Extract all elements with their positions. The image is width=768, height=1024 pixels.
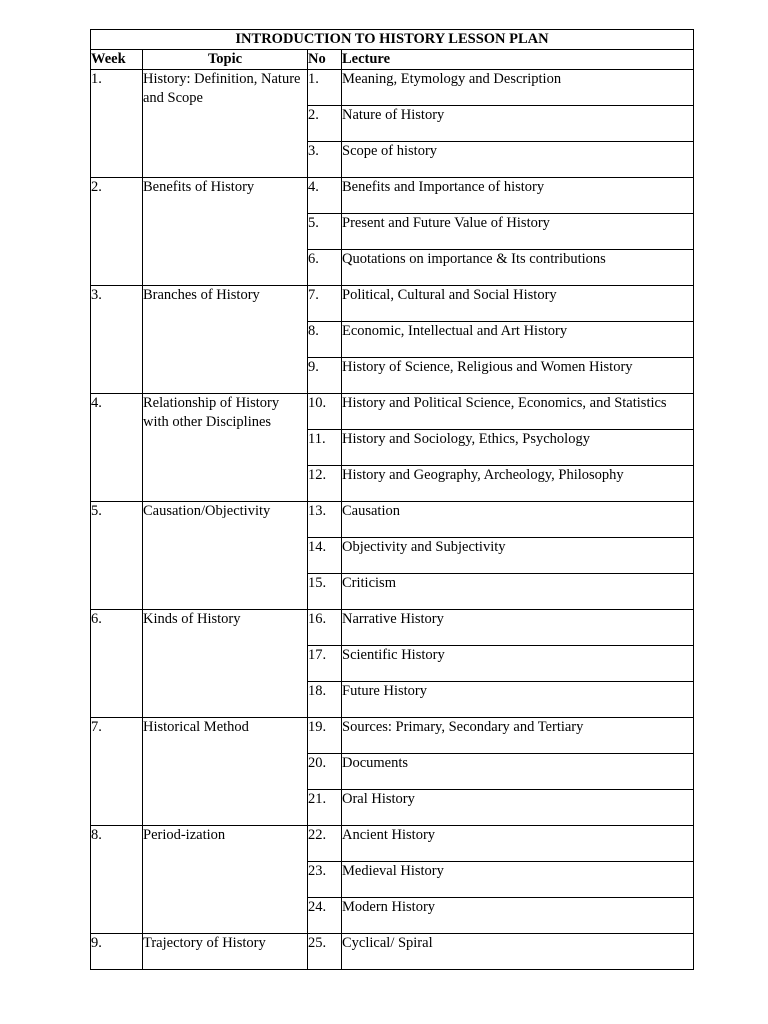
lecture-title: Nature of History xyxy=(342,106,694,142)
lecture-number: 25. xyxy=(308,934,342,970)
lecture-title: Benefits and Importance of history xyxy=(342,178,694,214)
table-row xyxy=(91,610,694,646)
lecture-title: History and Geography, Archeology, Philosophy xyxy=(342,466,694,502)
header-week: Week xyxy=(91,50,143,70)
header-topic: Topic xyxy=(143,50,308,70)
week-number: 3. xyxy=(91,286,143,394)
table-title: INTRODUCTION TO HISTORY LESSON PLAN xyxy=(91,30,694,50)
lecture-title: Economic, Intellectual and Art History xyxy=(342,322,694,358)
lecture-title: Meaning, Etymology and Description xyxy=(342,70,694,106)
week-topic: Benefits of History xyxy=(143,178,308,286)
week-topic: Historical Method xyxy=(143,718,308,826)
lecture-number: 14. xyxy=(308,538,342,574)
lecture-number: 21. xyxy=(308,790,342,826)
week-topic: Period-ization xyxy=(143,826,308,934)
lecture-number: 10. xyxy=(308,394,342,430)
lecture-title: History of Science, Religious and Women History xyxy=(342,358,694,394)
lecture-number: 19. xyxy=(308,718,342,754)
lecture-title: Narrative History xyxy=(342,610,694,646)
lecture-number: 15. xyxy=(308,574,342,610)
lecture-title: History and Sociology, Ethics, Psychology xyxy=(342,430,694,466)
week-number: 9. xyxy=(91,934,143,970)
table-row xyxy=(91,502,694,538)
week-number: 7. xyxy=(91,718,143,826)
week-topic: History: Definition, Nature and Scope xyxy=(143,70,308,178)
lecture-title: Present and Future Value of History xyxy=(342,214,694,250)
table-row xyxy=(91,286,694,322)
lecture-number: 8. xyxy=(308,322,342,358)
lecture-title: Causation xyxy=(342,502,694,538)
lecture-number: 2. xyxy=(308,106,342,142)
lecture-number: 1. xyxy=(308,70,342,106)
lecture-number: 23. xyxy=(308,862,342,898)
table-header-row xyxy=(91,50,694,70)
week-number: 6. xyxy=(91,610,143,718)
table-row xyxy=(91,826,694,862)
week-number: 5. xyxy=(91,502,143,610)
lecture-number: 4. xyxy=(308,178,342,214)
lecture-title: Quotations on importance & Its contributions xyxy=(342,250,694,286)
lecture-number: 12. xyxy=(308,466,342,502)
lesson-plan-table xyxy=(90,29,694,970)
lecture-number: 20. xyxy=(308,754,342,790)
lecture-number: 5. xyxy=(308,214,342,250)
lecture-number: 22. xyxy=(308,826,342,862)
lecture-number: 18. xyxy=(308,682,342,718)
lecture-title: Political, Cultural and Social History xyxy=(342,286,694,322)
table-row xyxy=(91,718,694,754)
table-row xyxy=(91,70,694,106)
lecture-title: Future History xyxy=(342,682,694,718)
week-topic: Branches of History xyxy=(143,286,308,394)
lecture-title: Objectivity and Subjectivity xyxy=(342,538,694,574)
lecture-title: Criticism xyxy=(342,574,694,610)
header-no: No xyxy=(308,50,342,70)
lecture-number: 24. xyxy=(308,898,342,934)
table-title-row xyxy=(91,30,694,50)
week-number: 2. xyxy=(91,178,143,286)
week-number: 8. xyxy=(91,826,143,934)
table-row xyxy=(91,934,694,970)
lecture-title: Ancient History xyxy=(342,826,694,862)
lecture-title: Oral History xyxy=(342,790,694,826)
lecture-title: Scientific History xyxy=(342,646,694,682)
lecture-number: 7. xyxy=(308,286,342,322)
lecture-number: 3. xyxy=(308,142,342,178)
lecture-title: Scope of history xyxy=(342,142,694,178)
week-number: 1. xyxy=(91,70,143,178)
lecture-title: Documents xyxy=(342,754,694,790)
lecture-number: 17. xyxy=(308,646,342,682)
lecture-number: 9. xyxy=(308,358,342,394)
lecture-title: Modern History xyxy=(342,898,694,934)
lecture-title: Medieval History xyxy=(342,862,694,898)
table-row xyxy=(91,178,694,214)
table-row xyxy=(91,394,694,430)
lecture-title: History and Political Science, Economics, and Statistics xyxy=(342,394,694,430)
week-topic: Relationship of History with other Disciplines xyxy=(143,394,308,502)
lecture-title: Sources: Primary, Secondary and Tertiary xyxy=(342,718,694,754)
lecture-number: 16. xyxy=(308,610,342,646)
lecture-title: Cyclical/ Spiral xyxy=(342,934,694,970)
week-topic: Trajectory of History xyxy=(143,934,308,970)
lecture-number: 6. xyxy=(308,250,342,286)
week-topic: Kinds of History xyxy=(143,610,308,718)
week-number: 4. xyxy=(91,394,143,502)
lecture-number: 13. xyxy=(308,502,342,538)
week-topic: Causation/Objectivity xyxy=(143,502,308,610)
header-lecture: Lecture xyxy=(342,50,694,70)
lecture-number: 11. xyxy=(308,430,342,466)
